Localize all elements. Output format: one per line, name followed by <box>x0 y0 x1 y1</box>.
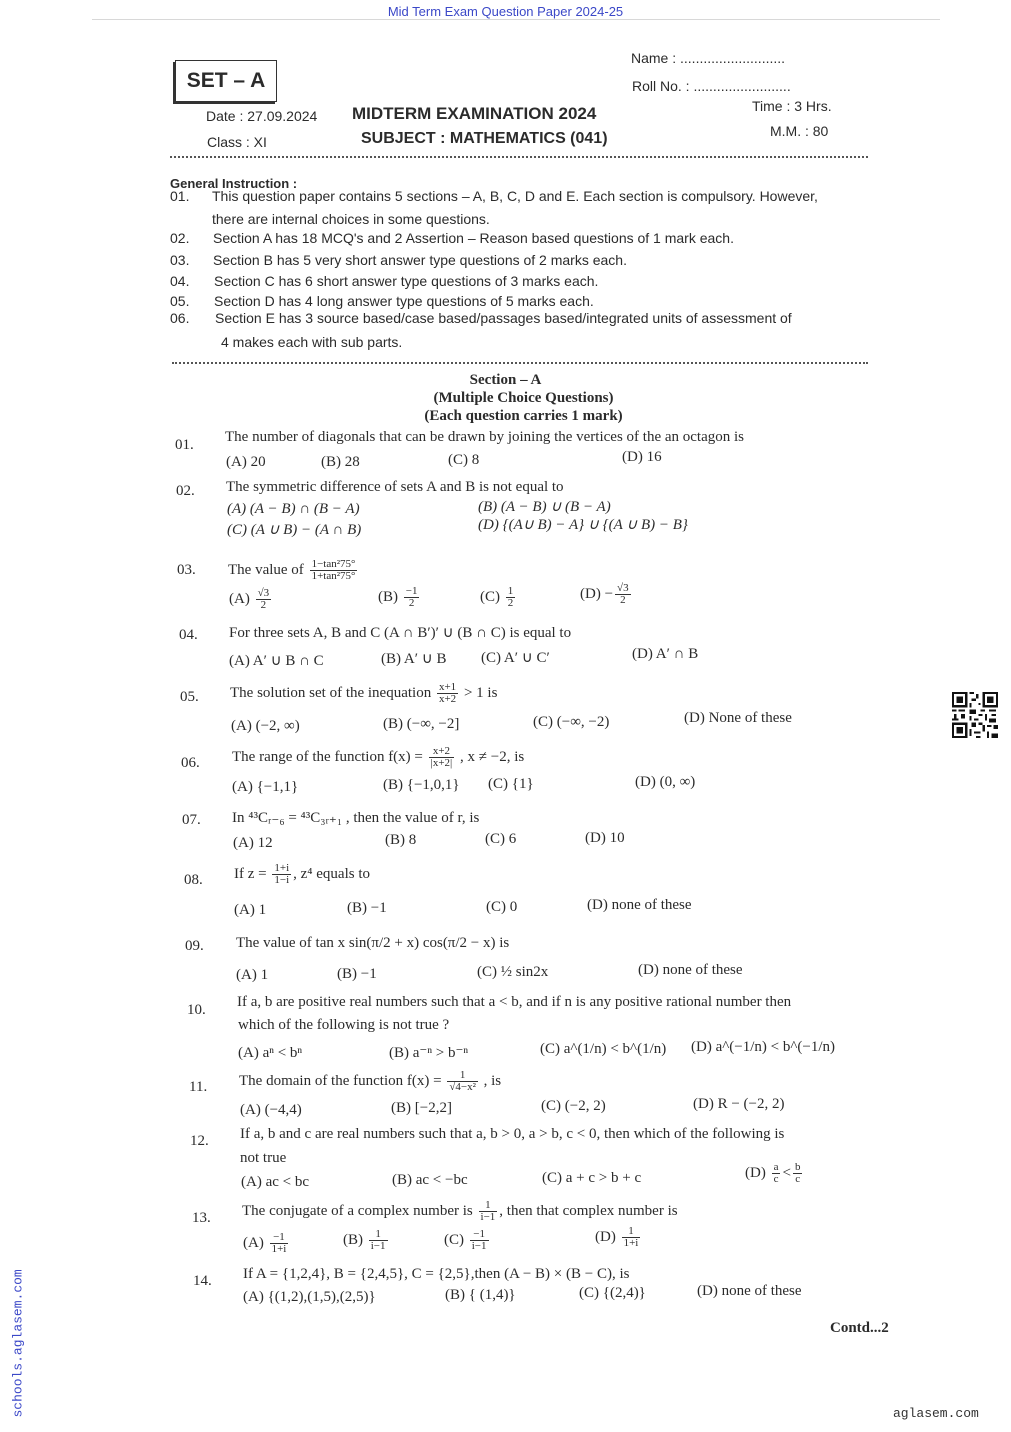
option-b: (B) [−2,2] <box>391 1100 452 1116</box>
question-text <box>232 808 479 827</box>
fraction-numerator: 1 <box>622 1226 641 1238</box>
fraction-numerator: −1 <box>470 1229 489 1241</box>
fraction <box>369 1229 388 1252</box>
option-b: (B) −1 <box>337 966 377 982</box>
question-text <box>228 559 359 582</box>
fraction-denominator: 2 <box>620 594 626 606</box>
fraction-numerator: 1 <box>447 1070 478 1082</box>
fraction <box>447 1070 478 1093</box>
option-c: (C) ½ sin2x <box>477 964 549 980</box>
question-number: 09. <box>185 938 204 954</box>
fraction <box>256 588 272 611</box>
option-a: (A) 1 <box>236 967 269 983</box>
instruction-item <box>170 273 870 293</box>
option-b: (B) 8 <box>385 832 417 848</box>
fraction-denominator: 1+tan²75° <box>311 570 356 582</box>
side-watermark <box>8 1230 28 1420</box>
question-number: 01. <box>175 437 194 453</box>
fraction <box>772 1162 781 1185</box>
option-operator: < <box>782 1164 791 1181</box>
continued-label: Contd...2 <box>830 1320 889 1336</box>
option-c: (C) a^(1/n) < b^(1/n) <box>540 1041 667 1057</box>
question-number: 14. <box>193 1273 212 1289</box>
option-a: (A) ac < bc <box>241 1174 310 1190</box>
option-a: (A) 1 <box>234 902 267 918</box>
question-text-label: The range of the function f(x) = <box>232 748 423 765</box>
fraction-numerator: 1 <box>369 1229 388 1241</box>
footer-url[interactable]: aglasem.com <box>893 1406 979 1421</box>
question-text: If A = {1,2,4}, B = {2,4,5}, C = {2,5},then (A − B) × (B − C), is <box>243 1266 630 1282</box>
option-c: (C) 8 <box>448 452 480 468</box>
fraction-denominator: c <box>795 1173 801 1185</box>
option-d <box>745 1162 804 1185</box>
option-b: (B) A′ ∪ B <box>381 651 447 667</box>
question-text <box>239 1070 501 1093</box>
fraction-denominator: i−1 <box>471 1240 487 1252</box>
question-number: 10. <box>187 1002 206 1018</box>
fraction-denominator: c <box>773 1173 779 1185</box>
option-a: (A) 12 <box>233 835 273 851</box>
question-number: 12. <box>190 1133 209 1149</box>
option-c: (C) {(2,4)} <box>579 1285 646 1301</box>
question-text <box>230 682 497 705</box>
instruction-text-cont: 4 makes each with sub parts. <box>221 334 403 350</box>
option-label: (A) <box>243 1234 264 1251</box>
instruction-number: 01. <box>170 188 190 204</box>
question-text-cont: not true <box>240 1150 287 1166</box>
option-b <box>343 1229 390 1252</box>
question-text-tail: , x ≠ −2, is <box>460 748 525 765</box>
question-text-label: ⁴³Cᵣ₋₆ = ⁴³C₃ᵣ₊₁ , then the value of r, is <box>248 810 480 826</box>
question-text: For three sets A, B and C (A ∩ B′)′ ∪ (B ∩ C) is equal to <box>229 625 572 641</box>
question-text-label: The conjugate of a complex number is <box>242 1202 473 1219</box>
instruction-item <box>170 230 870 250</box>
instruction-number: 06. <box>170 310 190 326</box>
option-a <box>243 1232 290 1255</box>
fraction-denominator: 1+i <box>271 1243 287 1255</box>
fraction-numerator: −1 <box>405 585 418 597</box>
exam-time: Time : 3 Hrs. <box>752 98 832 114</box>
option-d: (D) {(A∪ B) − A} ∪ {(A ∪ B) − B} <box>478 517 688 533</box>
top-link[interactable]: Mid Term Exam Question Paper 2024-25 <box>387 4 624 19</box>
option-c: (C) (−∞, −2) <box>533 714 610 730</box>
option-d: (D) none of these <box>587 897 692 913</box>
option-d <box>595 1226 642 1249</box>
option-d: (D) none of these <box>638 962 743 978</box>
name-field: Name : ........................... <box>631 50 786 66</box>
section-title: Section – A <box>469 372 542 388</box>
fraction <box>429 746 455 769</box>
option-label: (D) <box>595 1228 616 1245</box>
fraction-denominator: 2 <box>507 597 514 609</box>
question-text <box>242 1200 678 1223</box>
fraction <box>470 1229 489 1252</box>
fraction-numerator: 1+i <box>274 862 290 874</box>
instruction-text: Section E has 3 source based/case based/passages based/integrated units of assessment of <box>215 310 792 326</box>
option-label: (C) <box>444 1231 464 1248</box>
question-number: 05. <box>180 689 199 705</box>
question-number: 02. <box>176 483 195 499</box>
instruction-text: Section A has 18 MCQ's and 2 Assertion – Reason based questions of 1 mark each. <box>213 230 734 246</box>
question-text: If a, b are positive real numbers such that a < b, and if n is any positive rational number then <box>237 994 792 1010</box>
question-text: The value of tan x sin(π/2 + x) cos(π/2 − x) is <box>236 935 510 951</box>
option-a: (A) {−1,1} <box>232 779 299 795</box>
instructions-divider <box>172 362 868 364</box>
option-c: (C) 0 <box>486 899 518 915</box>
fraction-denominator: x+2 <box>438 693 457 705</box>
option-c: (C) (A ∪ B) − (A ∩ B) <box>227 522 362 538</box>
option-label: (C) <box>480 588 500 605</box>
question-number: 11. <box>189 1079 208 1095</box>
fraction <box>479 1200 498 1223</box>
option-a: (A) A′ ∪ B ∩ C <box>229 653 324 669</box>
question-number: 08. <box>184 872 203 888</box>
question-number: 06. <box>181 755 200 771</box>
fraction-numerator: 1 <box>479 1200 498 1212</box>
question-number: 03. <box>177 562 196 578</box>
instructions-title: General Instruction : <box>170 176 298 191</box>
option-d: (D) R − (−2, 2) <box>693 1096 785 1112</box>
option-c: (C) 6 <box>485 831 517 847</box>
fraction-numerator: a <box>773 1161 779 1173</box>
question-text-label: The value of <box>228 561 304 578</box>
fraction <box>270 1232 289 1255</box>
question-text-label: The solution set of the inequation <box>230 684 432 701</box>
option-b <box>378 586 421 609</box>
fraction-numerator: 1 <box>507 585 514 597</box>
option-b: (B) ac < −bc <box>392 1172 468 1188</box>
question-number: 07. <box>182 812 201 828</box>
option-a: (A) 20 <box>226 454 266 470</box>
set-label: SET – A <box>186 69 266 92</box>
option-c: (C) a + c > b + c <box>542 1170 642 1186</box>
option-label: (B) <box>378 588 398 605</box>
fraction <box>793 1162 803 1185</box>
option-b: (B) { (1,4)} <box>445 1287 516 1303</box>
fraction <box>404 586 420 609</box>
question-text-tail: , z⁴ equals to <box>293 865 370 882</box>
instruction-item <box>170 188 870 212</box>
fraction-denominator: √4−x² <box>449 1081 476 1093</box>
option-b: (B) (−∞, −2] <box>383 716 460 732</box>
option-d: (D) 10 <box>585 830 625 846</box>
question-text-cont: which of the following is not true ? <box>238 1017 450 1033</box>
instruction-text: This question paper contains 5 sections – A, B, C, D and E. Each section is compulsory. However, <box>212 188 818 204</box>
option-b: (B) 28 <box>321 454 360 470</box>
top-divider <box>92 19 940 20</box>
option-label: (D) <box>745 1164 766 1181</box>
question-text <box>232 746 524 769</box>
fraction-numerator: 1−tan²75° <box>311 558 356 570</box>
instruction-item <box>170 252 870 272</box>
instruction-item <box>170 310 870 330</box>
option-a <box>229 588 273 611</box>
option-label: (A) <box>229 590 250 607</box>
option-label: (B) <box>343 1231 363 1248</box>
section-note: (Each question carries 1 mark) <box>424 408 623 424</box>
fraction-denominator: |x+2| <box>430 757 453 769</box>
exam-title: MIDTERM EXAMINATION 2024 <box>352 104 597 123</box>
option-a: (A) (A − B) ∩ (B − A) <box>227 501 360 517</box>
option-b: (B) −1 <box>347 900 387 916</box>
option-label: (D) − <box>580 585 614 602</box>
instruction-text: Section D has 4 long answer type questions of 5 marks each. <box>214 293 594 309</box>
exam-class: Class : XI <box>207 134 267 150</box>
instruction-number: 03. <box>170 252 190 268</box>
roll-field: Roll No. : ......................... <box>632 78 791 94</box>
option-d: (D) None of these <box>684 710 792 726</box>
fraction-numerator: √3 <box>617 582 629 594</box>
instruction-text: Section B has 5 very short answer type questions of 2 marks each. <box>213 252 627 268</box>
fraction <box>506 586 516 609</box>
question-text-prefix: In <box>232 810 249 826</box>
fraction-numerator: √3 <box>257 587 270 599</box>
question-number: 13. <box>192 1210 211 1226</box>
fraction-numerator: −1 <box>270 1232 289 1244</box>
fraction-numerator: x+2 <box>429 746 455 758</box>
section-subtitle: (Multiple Choice Questions) <box>433 390 614 406</box>
header-divider <box>170 156 868 158</box>
question-text-tail: > 1 is <box>463 684 498 701</box>
set-box <box>175 60 277 102</box>
fraction-denominator: i−1 <box>370 1240 386 1252</box>
fraction-denominator: 2 <box>408 597 415 609</box>
fraction <box>622 1226 641 1249</box>
question-text: The number of diagonals that can be drawn by joining the vertices of the an octagon is <box>225 429 745 445</box>
option-d: (D) a^(−1/n) < b^(−1/n) <box>691 1039 836 1055</box>
option-c <box>444 1229 491 1252</box>
question-text: If a, b and c are real numbers such that a, b > 0, a > b, c < 0, then which of the following is <box>240 1126 785 1142</box>
side-url[interactable]: schools.aglasem.com <box>10 1269 26 1418</box>
fraction <box>272 863 291 886</box>
fraction-denominator: 1+i <box>623 1237 639 1249</box>
fraction-numerator: x+1 <box>438 681 457 693</box>
instruction-number: 05. <box>170 293 190 309</box>
question-text-tail: , then that complex number is <box>499 1202 678 1219</box>
option-a: (A) aⁿ < bⁿ <box>238 1045 303 1061</box>
question-text: The symmetric difference of sets A and B is not equal to <box>226 479 564 495</box>
instruction-text-cont: there are internal choices in some questions. <box>212 211 490 227</box>
question-number: 04. <box>179 627 198 643</box>
qr-code-icon[interactable] <box>952 692 998 738</box>
option-d <box>580 583 633 606</box>
instruction-number: 02. <box>170 230 190 246</box>
max-marks: M.M. : 80 <box>770 123 829 139</box>
fraction-numerator: b <box>794 1161 801 1173</box>
exam-subject: SUBJECT : MATHEMATICS (041) <box>361 130 608 147</box>
fraction-denominator: i−1 <box>480 1211 496 1223</box>
question-text <box>234 863 370 886</box>
option-b: (B) (A − B) ∪ (B − A) <box>478 499 611 515</box>
exam-date: Date : 27.09.2024 <box>206 108 318 124</box>
fraction-denominator: 2 <box>260 599 267 611</box>
option-b: (B) a⁻ⁿ > b⁻ⁿ <box>389 1045 469 1061</box>
option-c: (C) (−2, 2) <box>541 1098 606 1114</box>
option-a: (A) (−4,4) <box>240 1102 302 1118</box>
option-a: (A) (−2, ∞) <box>231 718 300 734</box>
option-d: (D) none of these <box>697 1283 802 1299</box>
fraction-denominator: 1−i <box>274 874 290 886</box>
question-text-label: If z = <box>234 865 267 882</box>
option-d: (D) (0, ∞) <box>635 774 696 790</box>
question-text-tail: , is <box>479 1072 502 1089</box>
instruction-number: 04. <box>170 273 190 289</box>
fraction <box>437 682 458 705</box>
fraction <box>310 559 358 582</box>
option-c <box>480 586 517 609</box>
option-b: (B) {−1,0,1} <box>383 777 460 793</box>
fraction <box>615 583 631 606</box>
option-a: (A) {(1,2),(1,5),(2,5)} <box>243 1289 376 1305</box>
question-text-label: The domain of the function f(x) = <box>239 1072 442 1089</box>
option-d: (D) A′ ∩ B <box>632 646 699 662</box>
instruction-text: Section C has 6 short answer type questions of 3 marks each. <box>214 273 599 289</box>
option-d: (D) 16 <box>622 449 662 465</box>
option-c: (C) {1} <box>488 776 534 792</box>
option-c: (C) A′ ∪ C′ <box>481 650 550 666</box>
